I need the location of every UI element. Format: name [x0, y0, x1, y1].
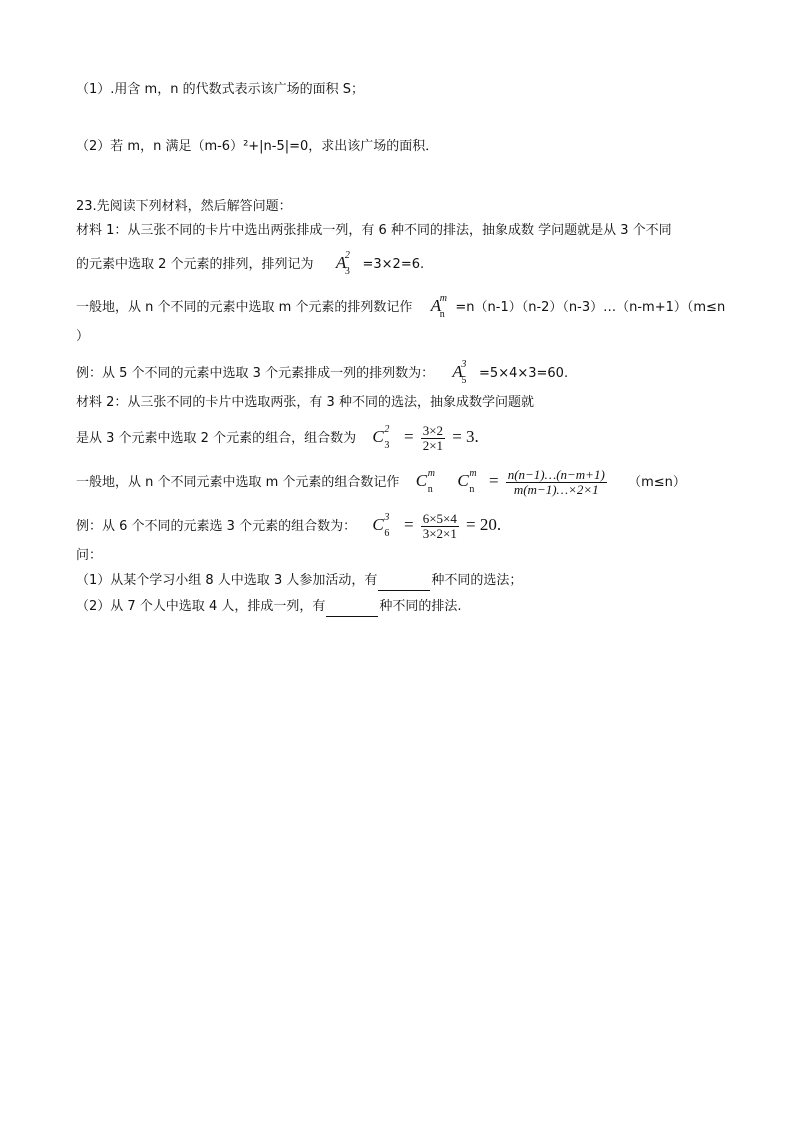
subscript: 3	[344, 266, 350, 277]
symbol-c: C	[415, 471, 428, 490]
superscript: m	[427, 468, 435, 479]
subscript: 3	[384, 440, 390, 451]
permutation-symbol	[335, 250, 350, 277]
subscript: n	[427, 484, 433, 495]
question-2: （2）若 m，n 满足（m-6）²+|n-5|=0，求出该广场的面积．	[76, 139, 439, 154]
material-2-line-2	[76, 424, 479, 453]
general-combination-fraction	[506, 468, 607, 497]
answer-blank-2[interactable]	[326, 602, 378, 617]
example-permutation-eq: =5×4×3=60.	[479, 366, 569, 381]
general-permutation-text: 一般地，从 n 个不同的元素中选取 m 个元素的排列数记作	[76, 300, 413, 315]
combination-symbol-example	[372, 512, 390, 539]
symbol-a: A	[430, 296, 442, 315]
symbol-c: C	[372, 427, 384, 446]
denominator: 3×2×1	[422, 526, 457, 541]
symbol-c: C	[372, 515, 384, 534]
example-permutation-text: 例：从 5 个不同的元素中选取 3 个元素排成一列的排列数为：	[76, 366, 435, 381]
symbol-a: A	[335, 253, 347, 272]
subscript: 5	[461, 375, 467, 386]
problem-2-suffix: 种不同的排法.	[379, 599, 462, 614]
general-permutation-eq: =n（n-1）（n-2）（n-3）…（n-m+1）（m≤n	[455, 300, 726, 315]
permutation-symbol-example	[452, 359, 467, 386]
subscript: n	[469, 484, 475, 495]
denominator: 2×1	[422, 438, 444, 453]
superscript: 3	[384, 512, 390, 523]
general-permutation	[76, 293, 726, 320]
superscript: 3	[461, 359, 467, 370]
problem-1-text: （1）从某个学习小组 8 人中选取 3 人参加活动，有	[76, 573, 378, 588]
material-1-eq: =3×2=6.	[362, 257, 425, 272]
equals-sign: =	[403, 427, 414, 446]
material-2-text: 是从 3 个元素中选取 2 个元素的组合，组合数为	[76, 431, 357, 446]
answer-blank-1[interactable]	[378, 576, 430, 591]
problem-heading: 23.先阅读下列材料，然后解答问题：	[76, 199, 292, 214]
combination-result: = 3.	[452, 427, 479, 446]
equals-sign: =	[488, 471, 499, 490]
numerator: 3×2	[422, 423, 444, 438]
example-combination-result: = 20.	[466, 515, 502, 534]
material-1-line-1: 材料 1：从三张不同的卡片中选出两张排成一列，有 6 种不同的排法，抽象成数 学问题就是从 3 个不同	[76, 223, 672, 238]
equals-sign: =	[403, 515, 414, 534]
example-permutation	[76, 359, 569, 386]
symbol-c: C	[457, 471, 469, 490]
subscript: 6	[384, 528, 390, 539]
general-combination-text: 一般地，从 n 个不同元素中选取 m 个元素的组合数记作	[76, 475, 400, 490]
problem-1	[76, 571, 522, 591]
superscript: m	[439, 293, 447, 304]
material-1-line-2	[76, 250, 425, 277]
subscript: n	[439, 309, 445, 320]
general-permutation-close: ）	[76, 329, 90, 344]
superscript: 2	[384, 424, 390, 435]
problem-2	[76, 597, 461, 617]
example-combination	[76, 512, 501, 541]
superscript: 2	[344, 250, 350, 261]
numerator: 6×5×4	[422, 511, 457, 526]
general-combination	[76, 468, 686, 497]
material-2-line-1: 材料 2：从三张不同的卡片中选取两张，有 3 种不同的选法，抽象成数学问题就	[76, 395, 534, 410]
denominator: m(m−1)…×2×1	[513, 482, 599, 497]
ask-label: 问：	[76, 548, 103, 563]
example-combination-fraction	[421, 512, 459, 541]
example-combination-text: 例：从 6 个不同的元素选 3 个元素的组合数为：	[76, 519, 357, 534]
superscript: m	[469, 468, 477, 479]
problem-1-suffix: 种不同的选法；	[431, 573, 523, 588]
numerator: n(n−1)…(n−m+1)	[507, 467, 605, 482]
combination-symbol-general-2	[457, 468, 477, 495]
problem-2-text: （2）从 7 个人中选取 4 人，排成一列，有	[76, 599, 326, 614]
general-combination-condition: （m≤n）	[628, 475, 686, 490]
permutation-symbol-general	[430, 293, 447, 320]
symbol-a: A	[452, 362, 463, 381]
question-1: （1）.用含 m，n 的代数式表示该广场的面积 S；	[76, 82, 364, 97]
combination-fraction	[421, 424, 445, 453]
material-1-text: 的元素中选取 2 个元素的排列，排列记为	[76, 257, 314, 272]
combination-symbol-general	[415, 468, 435, 495]
combination-symbol	[372, 424, 390, 451]
